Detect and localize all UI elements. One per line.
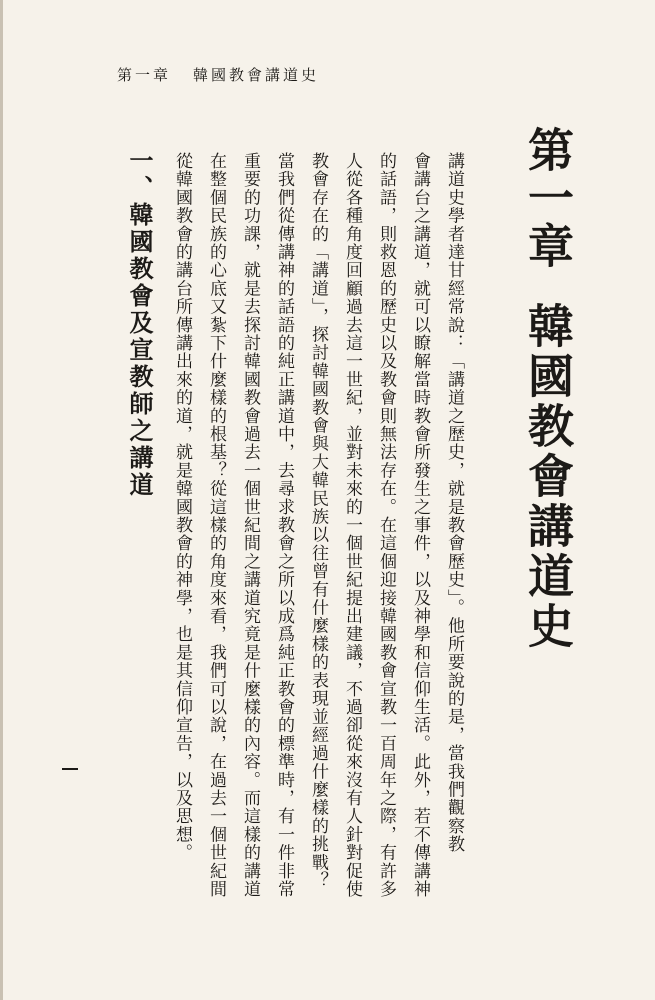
chapter-title: 韓國教會講道史 [521,302,575,652]
section-heading: 一、韓國教會及宣教師之講道 [125,148,154,499]
body-column-3: 的話語，則救恩的歷史以及教會則無法存在。在這個迎接韓國教會宣教一百周年之際，有許多 [376,152,396,899]
body-column-9: 從韓國教會的講台所傳講出來的道，就是韓國教會的神學，也是其信仰宣告，以及思想。 [172,152,192,862]
body-column-2: 會講台之講道，就可以瞭解當時教會所發生之事件，以及神學和信仰生活。此外，若不傳講神 [410,152,430,899]
page-number [62,768,78,770]
body-column-1: 講道史學者達甘經常說：「講道之歷史，就是教會歷史」。他所要說的是，當我們觀察教 [444,152,464,854]
running-header-title: 韓國教會講道史 [193,66,320,84]
running-header-chapter: 第一章 [117,66,172,84]
body-column-8: 在整個民族的心底又紮下什麼樣的根基？從這樣的角度來看，我們可以說，在過去一個世紀間 [206,152,226,899]
body-column-6: 當我們從傳講神的話語的純正講道中，去尋求教會之所以成爲純正教會的標準時，有一件非常 [274,152,294,899]
running-header [117,64,319,85]
body-column-7: 重要的功課，就是去探討韓國教會過去一個世紀間之講道究竟是什麼樣的內容。而這樣的講道 [240,152,260,899]
body-column-5: 教會存在的「講道」，探討韓國教會與大韓民族以往曾有什麼樣的表現並經過什麼樣的挑戰？ [308,152,328,890]
chapter-number: 第一章 [521,126,575,270]
body-column-4: 人從各種角度回顧過去這一世紀，並對未來的一個世紀提出建議，不過卻從來沒有人針對促使 [342,152,362,899]
